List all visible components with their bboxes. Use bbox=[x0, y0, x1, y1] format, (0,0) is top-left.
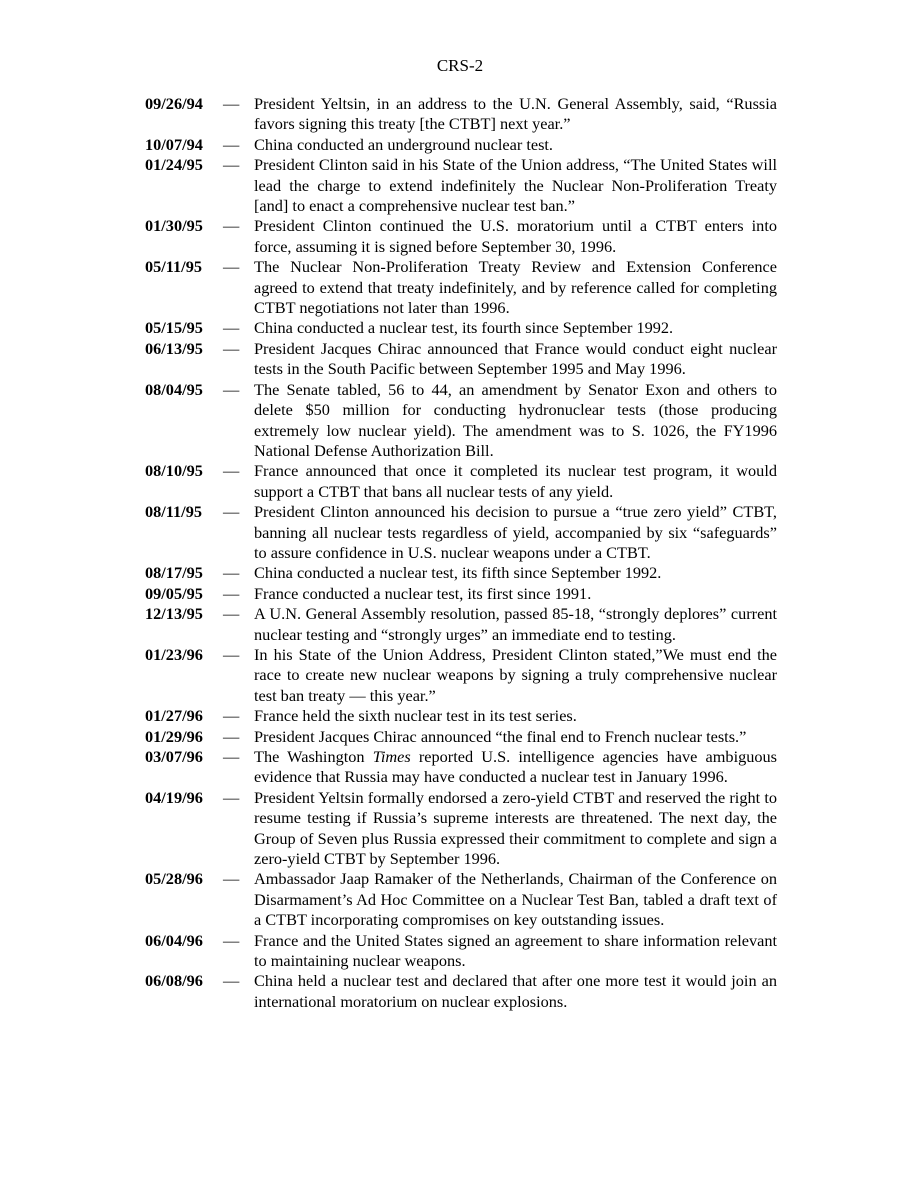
entry-date: 09/26/94 bbox=[145, 94, 203, 113]
entry-dash: — bbox=[223, 155, 240, 175]
entry-text-run: France conducted a nuclear test, its first since 1991. bbox=[254, 583, 592, 603]
entry-date: 06/08/96 bbox=[145, 971, 203, 991]
entry-text bbox=[254, 502, 777, 563]
entry-text-run: In his State of the Union Address, President Clinton stated,”We must end the race to create new nuclear weapons by signing a truly comprehensive nuclear test ban treaty — this year.” bbox=[254, 644, 777, 705]
entry-text-run: President Jacques Chirac announced that France would conduct eight nuclear tests in the South Pacific between September 1995 and May 1996. bbox=[254, 338, 777, 379]
entry-dash: — bbox=[223, 726, 240, 746]
entry-text bbox=[254, 869, 777, 930]
entry-date: 01/29/96 bbox=[145, 726, 203, 746]
chronology-entry bbox=[145, 869, 777, 930]
entry-dash: — bbox=[223, 787, 240, 807]
chronology-entry bbox=[145, 584, 777, 604]
entry-dash: — bbox=[223, 930, 240, 950]
entry-date: 08/04/95 bbox=[145, 379, 203, 399]
page-number-header: CRS-2 bbox=[436, 56, 484, 75]
entry-text bbox=[254, 645, 777, 706]
entry-date: 05/28/96 bbox=[145, 869, 203, 889]
entry-date: 06/04/96 bbox=[145, 930, 203, 950]
entry-date: 01/23/96 bbox=[145, 644, 203, 664]
entry-text-run: President Clinton said in his State of the Union address, “The United States will lead the charge to extend indefinitely the Nuclear Non-Proliferation Treaty [and] to enact a comprehensive nuclear test ban.” bbox=[254, 155, 777, 216]
entry-text bbox=[254, 931, 777, 972]
entry-text bbox=[254, 788, 777, 870]
entry-date: 05/15/95 bbox=[145, 318, 203, 338]
entry-date: 05/11/95 bbox=[145, 257, 202, 277]
chronology-list bbox=[145, 94, 777, 1012]
entry-date: 03/07/96 bbox=[145, 747, 203, 766]
entry-dash: — bbox=[223, 563, 240, 583]
entry-dash: — bbox=[223, 644, 240, 664]
entry-date: 08/17/95 bbox=[145, 563, 203, 583]
entry-text-run: The Senate tabled, 56 to 44, an amendment by Senator Exon and others to delete $50 million for conducting hydronuclear tests (those producing extremely low nuclear yield). The amendment was to S. 1026, the FY1996 National Defense Authorization Bill. bbox=[254, 379, 777, 460]
chronology-entry bbox=[145, 461, 777, 502]
entry-text bbox=[254, 94, 777, 135]
entry-text bbox=[254, 584, 777, 604]
entry-date: 01/27/96 bbox=[145, 706, 203, 726]
entry-text bbox=[254, 135, 777, 155]
entry-text-run: President Yeltsin, in an address to the U.N. General Assembly, said, “Russia favors signing this treaty [the CTBT] next year.” bbox=[254, 94, 777, 134]
chronology-entry bbox=[145, 318, 777, 338]
chronology-entry bbox=[145, 727, 777, 747]
chronology-entry bbox=[145, 931, 777, 972]
entry-dash: — bbox=[223, 134, 240, 154]
entry-date: 04/19/96 bbox=[145, 787, 203, 807]
entry-dash: — bbox=[223, 216, 240, 236]
entry-text bbox=[254, 216, 777, 257]
entry-dash: — bbox=[223, 318, 240, 338]
entry-text-run: China conducted an underground nuclear test. bbox=[254, 134, 554, 154]
chronology-entry bbox=[145, 747, 777, 788]
entry-date: 08/10/95 bbox=[145, 461, 203, 481]
entry-date: 01/24/95 bbox=[145, 155, 203, 175]
entry-text bbox=[254, 563, 777, 583]
chronology-entry bbox=[145, 706, 777, 726]
entry-text-run: Ambassador Jaap Ramaker of the Netherlands, Chairman of the Conference on Disarmament’s Ad Hoc Committee on a Nuclear Test Ban, tabled a draft text of a CTBT incorporating compromises on key outstanding issues. bbox=[254, 869, 777, 930]
chronology-entry bbox=[145, 380, 777, 462]
entry-text-run: The Washington bbox=[254, 747, 373, 766]
entry-dash: — bbox=[223, 502, 240, 522]
entry-dash: — bbox=[223, 869, 240, 889]
entry-date: 12/13/95 bbox=[145, 604, 203, 624]
entry-text-run: reported U.S. intelligence agencies have ambiguous evidence that Russia may have conducted a nuclear test in January 1996. bbox=[254, 747, 777, 787]
entry-text-run: France held the sixth nuclear test in its test series. bbox=[254, 706, 577, 726]
entry-text-run: China held a nuclear test and declared that after one more test it would join an international moratorium on nuclear explosions. bbox=[254, 971, 777, 1011]
entry-dash: — bbox=[223, 461, 240, 481]
chronology-entry bbox=[145, 645, 777, 706]
entry-text-run: President Clinton announced his decision to pursue a “true zero yield” CTBT, banning all nuclear tests regardless of yield, accompanied by six “safeguards” to assure confidence in U.S. nuclear weapons under a CTBT. bbox=[254, 502, 777, 562]
entry-text-run: The Nuclear Non-Proliferation Treaty Review and Extension Conference agreed to extend that treaty indefinitely, and by reference called for completing CTBT negotiations not later than 1996. bbox=[254, 257, 777, 318]
chronology-entry bbox=[145, 94, 777, 135]
chronology-entry bbox=[145, 135, 777, 155]
entry-text bbox=[254, 706, 777, 726]
entry-text bbox=[254, 604, 777, 645]
entry-date: 10/07/94 bbox=[145, 134, 203, 154]
entry-text-run: France and the United States signed an agreement to share information relevant to maintaining nuclear weapons. bbox=[254, 930, 777, 971]
entry-dash: — bbox=[223, 257, 240, 277]
entry-dash: — bbox=[223, 94, 240, 113]
entry-text bbox=[254, 747, 777, 788]
entry-text bbox=[254, 727, 777, 747]
chronology-entry bbox=[145, 216, 777, 257]
entry-text-run: A U.N. General Assembly resolution, passed 85-18, “strongly deplores” current nuclear testing and “strongly urges” an immediate end to testing. bbox=[254, 604, 777, 644]
entry-text bbox=[254, 971, 777, 1012]
chronology-entry bbox=[145, 971, 777, 1012]
entry-date: 01/30/95 bbox=[145, 216, 203, 236]
entry-text-run: President Jacques Chirac announced “the final end to French nuclear tests.” bbox=[254, 726, 747, 746]
entry-dash: — bbox=[223, 971, 240, 991]
entry-text-run: President Yeltsin formally endorsed a zero-yield CTBT and reserved the right to resume testing if Russia’s supreme interests are threatened. The next day, the Group of Seven plus Russia expressed their commitment to complete and sign a zero-yield CTBT by September 1996. bbox=[254, 787, 777, 869]
chronology-entry bbox=[145, 563, 777, 583]
entry-text bbox=[254, 380, 777, 462]
entry-dash: — bbox=[223, 583, 240, 603]
entry-text-run: China conducted a nuclear test, its fourth since September 1992. bbox=[254, 318, 674, 338]
chronology-entry bbox=[145, 339, 777, 380]
entry-text bbox=[254, 155, 777, 216]
entry-text bbox=[254, 461, 777, 502]
entry-dash: — bbox=[223, 747, 240, 766]
entry-text-run: President Clinton continued the U.S. moratorium until a CTBT enters into force, assuming it is signed before September 30, 1996. bbox=[254, 216, 777, 256]
entry-date: 09/05/95 bbox=[145, 583, 203, 603]
entry-dash: — bbox=[223, 379, 240, 399]
entry-dash: — bbox=[223, 706, 240, 726]
entry-dash: — bbox=[223, 338, 240, 358]
entry-dash: — bbox=[223, 604, 240, 624]
entry-text-run: France announced that once it completed its nuclear test program, it would support a CTBT that bans all nuclear tests of any yield. bbox=[254, 461, 777, 501]
entry-date: 06/13/95 bbox=[145, 338, 203, 358]
chronology-entry bbox=[145, 502, 777, 563]
entry-text bbox=[254, 257, 777, 318]
chronology-entry bbox=[145, 155, 777, 216]
entry-date: 08/11/95 bbox=[145, 502, 202, 522]
entry-text bbox=[254, 318, 777, 338]
chronology-entry bbox=[145, 257, 777, 318]
chronology-entry bbox=[145, 788, 777, 870]
entry-text-run: China conducted a nuclear test, its fifth since September 1992. bbox=[254, 563, 662, 583]
entry-text-italic: Times bbox=[372, 747, 411, 766]
entry-text bbox=[254, 339, 777, 380]
chronology-entry bbox=[145, 604, 777, 645]
